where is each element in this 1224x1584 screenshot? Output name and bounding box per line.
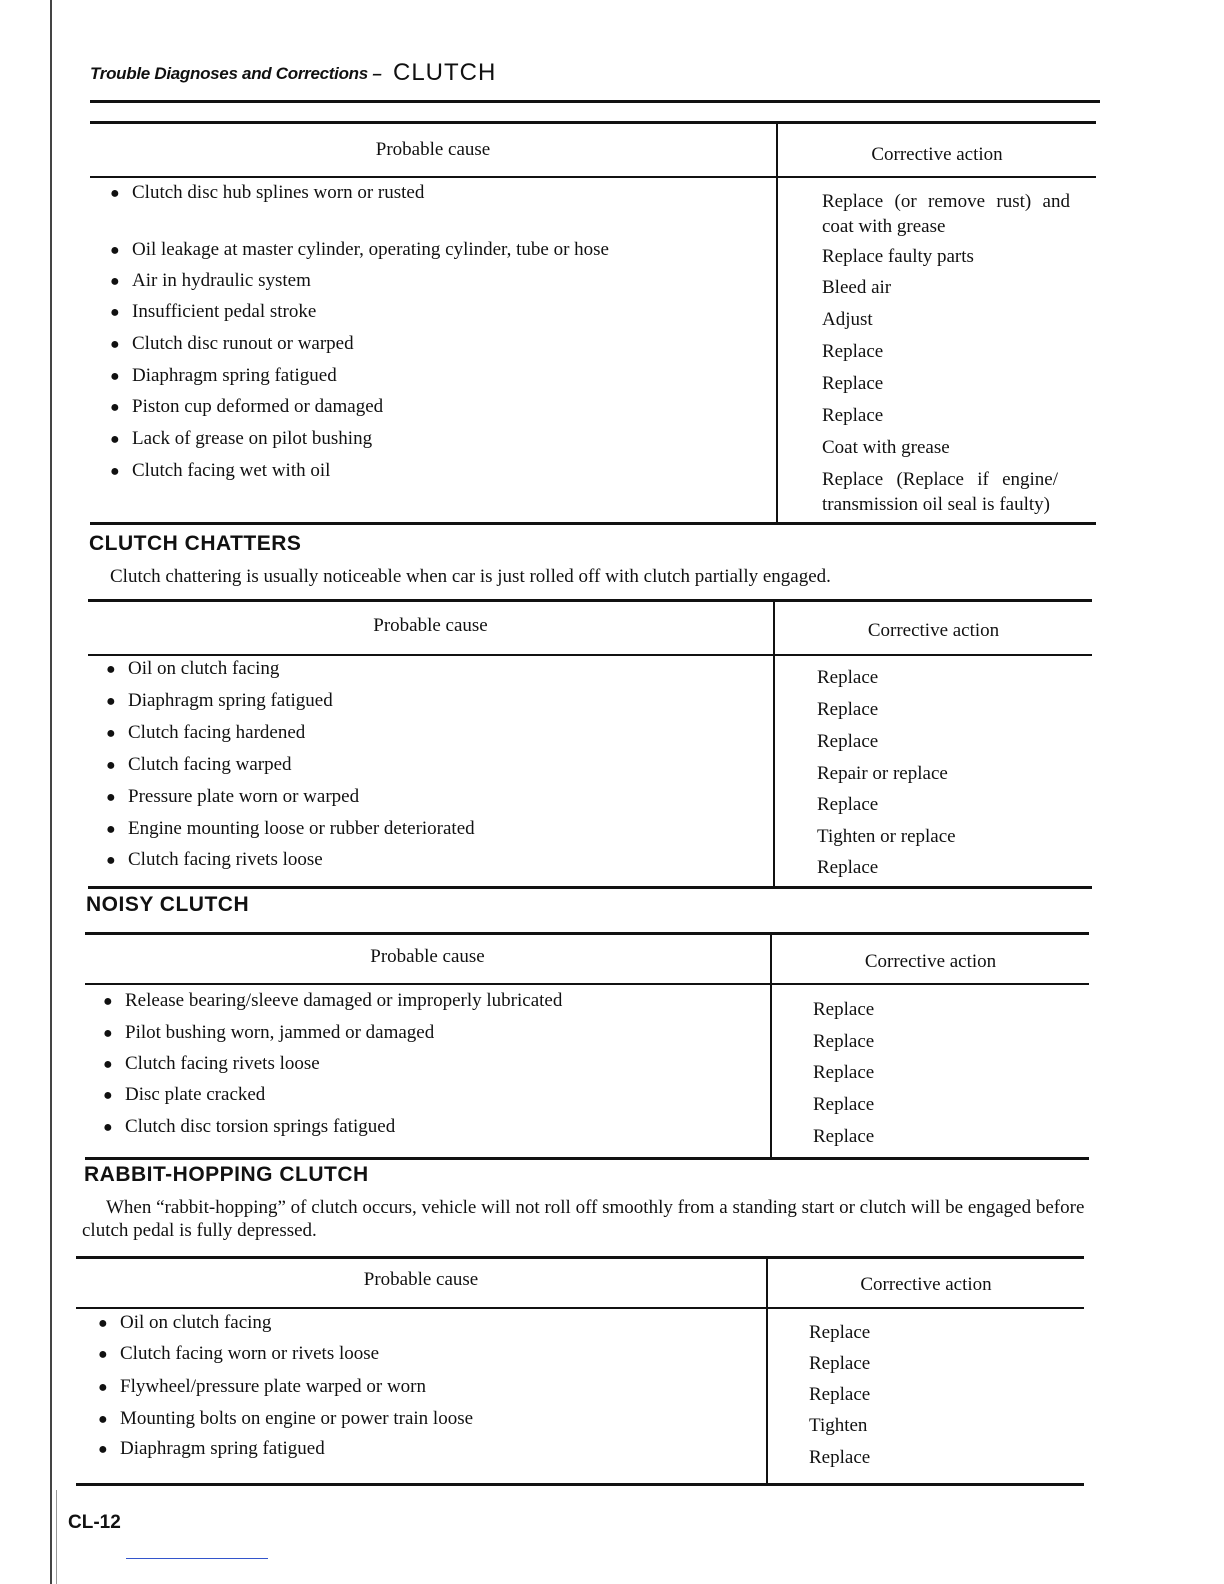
section-description: Clutch chattering is usually noticeable when car is just rolled off with clutch partially engaged. (110, 566, 831, 587)
section-title-clutch-chatters: CLUTCH CHATTERS (89, 532, 302, 555)
action-item: Tighten or replace (817, 826, 956, 847)
cause-item: ● Clutch facing rivets loose (103, 1053, 320, 1074)
action-item: Replace (Replace if engine/ transmission oil seal is faulty) (822, 469, 1058, 515)
bullet-icon: ● (98, 1441, 108, 1458)
binding-edge-line-lower (56, 1490, 57, 1584)
action-item: Replace (809, 1447, 871, 1468)
section-description: When “rabbit-hopping” of clutch occurs, vehicle will not roll off smoothly from a standing start or clutch will be engaged before clutch pedal is fully depressed. (82, 1197, 1085, 1241)
table-clutch-chatters (88, 599, 1092, 889)
cause-item: ● Diaphragm spring fatigued (98, 1438, 325, 1459)
cause-item: ● Lack of grease on pilot bushing (110, 428, 373, 449)
column-divider (776, 124, 778, 522)
binding-edge-line (50, 0, 52, 1584)
cause-item: ● Diaphragm spring fatigued (110, 365, 337, 386)
action-item: Replace (or remove rust) and coat with grease (822, 191, 1070, 237)
action-header: Corrective action (871, 144, 1003, 165)
action-item: Adjust (822, 309, 873, 330)
bullet-icon: ● (98, 1379, 108, 1396)
cause-header: Probable cause (370, 946, 485, 967)
page-header (90, 58, 1100, 103)
bullet-icon: ● (98, 1411, 108, 1428)
action-item: Coat with grease (822, 437, 950, 458)
bullet-icon: ● (110, 399, 120, 416)
cause-item: ● Clutch disc hub splines worn or rusted (110, 182, 425, 203)
cause-header: Probable cause (363, 1269, 479, 1290)
cause-item: ● Pilot bushing worn, jammed or damaged (103, 1022, 435, 1043)
cause-header: Probable cause (373, 615, 488, 636)
action-item: Replace (813, 1062, 875, 1083)
action-item: Replace (813, 999, 875, 1020)
action-item: Replace (817, 699, 879, 720)
cause-item: ● Clutch disc torsion springs fatigued (103, 1116, 396, 1137)
cause-item: ● Clutch facing warped (106, 754, 292, 775)
action-item: Replace (817, 857, 879, 878)
cause-item: ● Oil leakage at master cylinder, operating cylinder, tube or hose (110, 239, 609, 260)
action-item: Replace (817, 731, 879, 752)
bullet-icon: ● (103, 993, 113, 1010)
action-item: Replace (817, 794, 879, 815)
cause-item: ● Clutch facing hardened (106, 722, 306, 743)
bullet-icon: ● (106, 725, 116, 742)
bullet-icon: ● (103, 1056, 113, 1073)
action-item: Replace (813, 1126, 875, 1147)
action-item: Replace (822, 405, 884, 426)
bullet-icon: ● (110, 463, 120, 480)
cause-item: ● Diaphragm spring fatigued (106, 690, 333, 711)
bullet-icon: ● (98, 1346, 108, 1363)
cause-item: ● Piston cup deformed or damaged (110, 396, 384, 417)
bullet-icon: ● (106, 757, 116, 774)
action-item: Replace faulty parts (822, 246, 974, 267)
bullet-icon: ● (106, 789, 116, 806)
bullet-icon: ● (110, 336, 120, 353)
page-number: CL-12 (68, 1512, 121, 1533)
bullet-icon: ● (103, 1087, 113, 1104)
action-item: Bleed air (822, 277, 892, 298)
table-noisy-clutch (85, 932, 1089, 1160)
cause-item: ● Engine mounting loose or rubber deteriorated (106, 818, 475, 839)
footer-rule (126, 1558, 268, 1559)
cause-item: ● Insufficient pedal stroke (110, 301, 317, 322)
action-item: Replace (809, 1322, 871, 1343)
bullet-icon: ● (106, 852, 116, 869)
action-item: Tighten (809, 1415, 868, 1436)
table-general (90, 121, 1096, 525)
bullet-icon: ● (106, 821, 116, 838)
section-title-rabbit-hopping: RABBIT-HOPPING CLUTCH (84, 1163, 369, 1186)
action-item: Repair or replace (817, 763, 948, 784)
action-item: Replace (822, 341, 884, 362)
header-section-label: Trouble Diagnoses and Corrections – (90, 64, 382, 83)
cause-item: ● Release bearing/sleeve damaged or improperly lubricated (103, 990, 563, 1011)
bullet-icon: ● (106, 661, 116, 678)
column-divider (773, 602, 775, 886)
cause-item: ● Mounting bolts on engine or power train loose (98, 1408, 474, 1429)
bullet-icon: ● (103, 1025, 113, 1042)
cause-item: ● Oil on clutch facing (106, 658, 280, 679)
action-item: Replace (809, 1384, 871, 1405)
cause-item: ● Clutch facing wet with oil (110, 460, 331, 481)
action-item: Replace (809, 1353, 871, 1374)
bullet-icon: ● (110, 368, 120, 385)
cause-item: ● Clutch disc runout or warped (110, 333, 354, 354)
action-header: Corrective action (864, 951, 997, 972)
action-item: Replace (813, 1094, 875, 1115)
bullet-icon: ● (110, 242, 120, 259)
section-title-noisy-clutch: NOISY CLUTCH (86, 893, 250, 916)
cause-item: ● Pressure plate worn or warped (106, 786, 360, 807)
action-header: Corrective action (860, 1274, 992, 1295)
cause-header: Probable cause (375, 139, 491, 160)
table-rabbit-hopping (76, 1256, 1084, 1486)
cause-item: ● Disc plate cracked (103, 1084, 266, 1105)
action-header: Corrective action (867, 620, 1000, 641)
action-item: Replace (817, 667, 879, 688)
action-item: Replace (822, 373, 884, 394)
cause-item: ● Clutch facing rivets loose (106, 849, 323, 870)
bullet-icon: ● (110, 273, 120, 290)
bullet-icon: ● (106, 693, 116, 710)
bullet-icon: ● (103, 1119, 113, 1136)
bullet-icon: ● (110, 304, 120, 321)
action-item: Replace (813, 1031, 875, 1052)
cause-item: ● Flywheel/pressure plate warped or worn (98, 1376, 427, 1397)
cause-item: ● Oil on clutch facing (98, 1312, 272, 1333)
bullet-icon: ● (110, 185, 120, 202)
bullet-icon: ● (110, 431, 120, 448)
header-chapter: CLUTCH (393, 59, 497, 86)
cause-item: ● Air in hydraulic system (110, 270, 311, 291)
bullet-icon: ● (98, 1315, 108, 1332)
cause-item: ● Clutch facing worn or rivets loose (98, 1343, 380, 1364)
